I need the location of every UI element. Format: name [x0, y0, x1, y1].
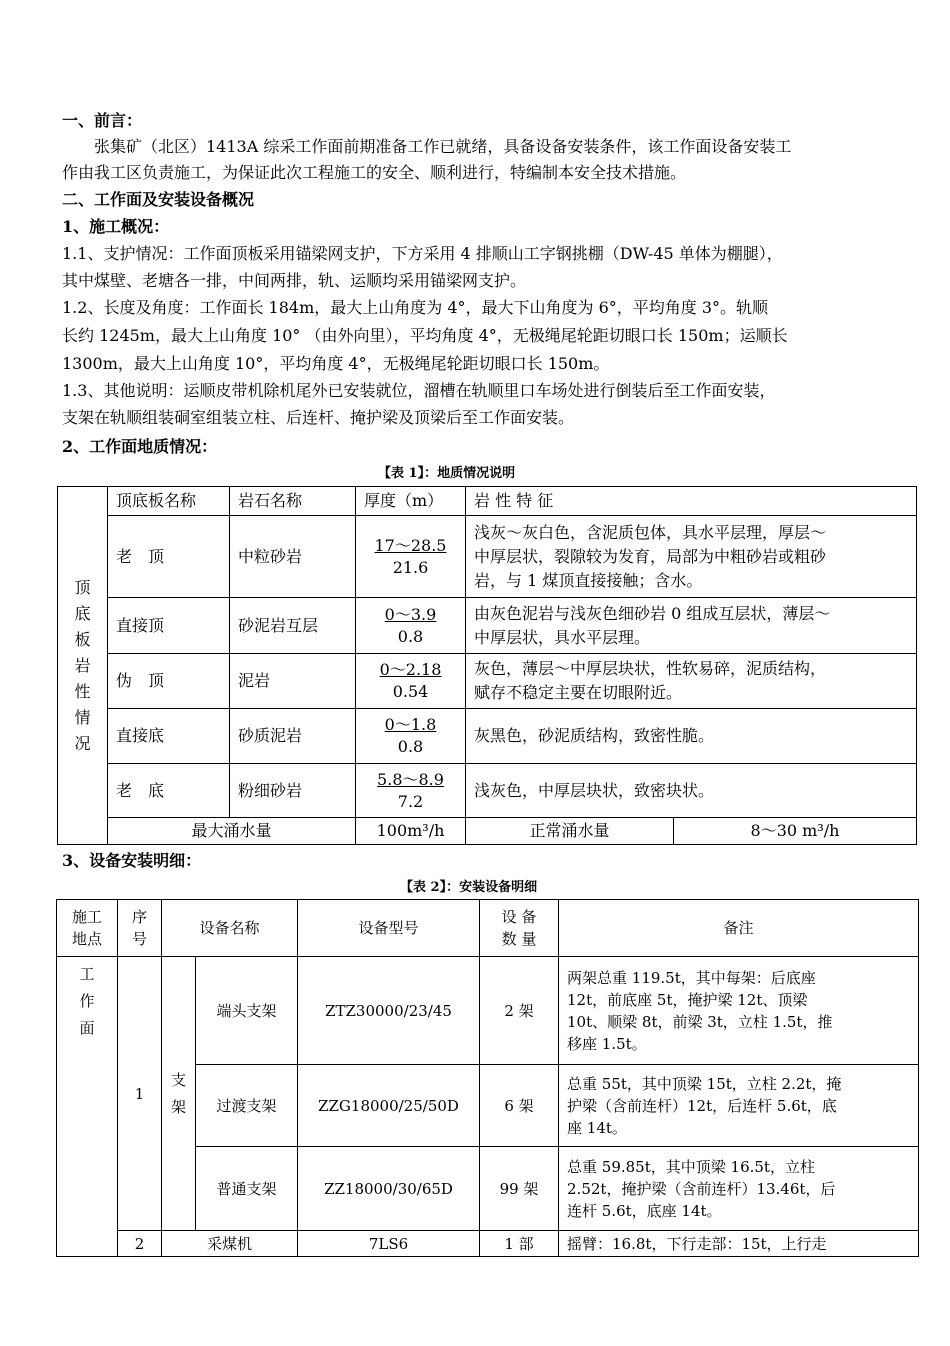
table1-side-label: 顶 底 板 岩 性 情 况 — [58, 487, 108, 845]
table-row — [58, 516, 917, 598]
thickness-range: 17～28.5 — [374, 535, 447, 555]
rock-description: 浅灰色，中厚层块状，致密块状。 — [466, 764, 917, 818]
equipment-model: ZZ18000/30/65D — [298, 1147, 480, 1231]
equipment-note: 摇臂：16.8t，下行走部：15t，上行走 — [559, 1231, 919, 1257]
section1-text-line1: 张集矿（北区）1413A 综采工作面前期准备工作已就绪，具备设备安装条件，该工作面设备安装工 — [94, 137, 792, 156]
p11-line1: 1.1、支护情况：工作面顶板采用锚梁网支护，下方采用 4 排顺山工字钢挑棚（DW-45 单体为棚腿）， — [62, 244, 783, 263]
header-rock-properties: 岩 性 特 征 — [466, 487, 917, 516]
layer-name: 老 顶 — [108, 516, 230, 598]
table1-caption: 【表 1】：地质情况说明 — [378, 466, 516, 481]
water-inflow-row — [58, 818, 917, 845]
rock-name: 泥岩 — [230, 654, 356, 709]
equipment-name: 过渡支架 — [196, 1065, 298, 1147]
equipment-name: 普通支架 — [196, 1147, 298, 1231]
thickness-cell — [356, 709, 466, 764]
table-row — [58, 598, 917, 654]
sub2-heading: 2、工作面地质情况： — [62, 437, 218, 456]
layer-name: 伪 顶 — [108, 654, 230, 709]
header-thickness: 厚度（m） — [356, 487, 466, 516]
seq-2: 2 — [118, 1231, 162, 1257]
table2-caption: 【表 2】：安装设备明细 — [400, 880, 538, 895]
equipment-model: ZZG18000/25/50D — [298, 1065, 480, 1147]
site-label: 工 作 面 — [57, 957, 118, 1257]
header-note: 备注 — [559, 900, 919, 957]
rock-description: 由灰色泥岩与浅灰色细砂岩 0 组成互层状，薄层～ 中厚层状，具水平层理。 — [466, 598, 917, 654]
section2-heading: 二、工作面及安装设备概况 — [62, 190, 255, 209]
thickness-range: 0～2.18 — [379, 660, 442, 679]
header-equipment-name: 设备名称 — [162, 900, 298, 957]
p13-line2: 支架在轨顺组装硐室组装立柱、后连杆、掩护梁及顶梁后至工作面安装。 — [62, 408, 575, 427]
table-row — [58, 654, 917, 709]
rock-name: 砂质泥岩 — [230, 709, 356, 764]
p12-line1: 1.2、长度及角度：工作面长 184m，最大上山角度为 4°，最大下山角度为 6°，平均角度 3°。轨顺 — [62, 298, 769, 317]
thickness-avg: 0.8 — [397, 626, 424, 646]
equipment-model: 7LS6 — [298, 1231, 480, 1257]
equipment-quantity: 6 架 — [480, 1065, 559, 1147]
thickness-avg: 0.8 — [397, 737, 424, 756]
thickness-avg: 21.6 — [392, 557, 429, 577]
equipment-quantity: 99 架 — [480, 1147, 559, 1231]
header-seq: 序 号 — [118, 900, 162, 957]
equipment-name: 端头支架 — [196, 957, 298, 1065]
layer-name: 直接顶 — [108, 598, 230, 654]
rock-name: 粉细砂岩 — [230, 764, 356, 818]
equipment-model: ZTZ30000/23/45 — [298, 957, 480, 1065]
equipment-note: 两架总重 119.5t，其中每架：后底座 12t，前底座 5t，掩护梁 12t、顶梁 10t、顺梁 8t，前梁 3t，立柱 1.5t，推 移座 1.5t。 — [559, 957, 919, 1065]
thickness-range: 0～3.9 — [384, 604, 437, 624]
thickness-avg: 7.2 — [397, 791, 424, 811]
equipment-note: 总重 55t，其中顶梁 15t，立柱 2.2t，掩 护梁（含前连杆）12t，后连杆 5.6t，底 座 14t。 — [559, 1065, 919, 1147]
normal-water-inflow-value: 8～30 m³/h — [674, 818, 917, 845]
equipment-quantity: 1 部 — [480, 1231, 559, 1257]
header-model: 设备型号 — [298, 900, 480, 957]
max-water-inflow-label: 最大涌水量 — [108, 818, 356, 845]
rock-name: 中粒砂岩 — [230, 516, 356, 598]
thickness-cell — [356, 764, 466, 818]
rock-name: 砂泥岩互层 — [230, 598, 356, 654]
p12-line3: 1300m，最大上山角度 10°，平均角度 4°，无极绳尾轮距切眼口长 150m。 — [62, 354, 610, 373]
table-row — [57, 957, 919, 1065]
thickness-range: 0～1.8 — [384, 715, 437, 734]
geology-table — [57, 486, 917, 845]
header-layer-name: 顶底板名称 — [108, 487, 230, 516]
equipment-quantity: 2 架 — [480, 957, 559, 1065]
support-group-label: 支 架 — [162, 957, 196, 1231]
max-water-inflow-value: 100m³/h — [356, 818, 466, 845]
p12-line2: 长约 1245m，最大上山角度 10° （由外向里），平均角度 4°，无极绳尾轮距切眼口长 150m；运顺长 — [62, 326, 788, 345]
rock-description: 灰黑色，砂泥质结构，致密性脆。 — [466, 709, 917, 764]
table-row — [58, 764, 917, 818]
layer-name: 直接底 — [108, 709, 230, 764]
normal-water-inflow-label: 正常涌水量 — [466, 818, 674, 845]
equipment-note: 总重 59.85t，其中顶梁 16.5t，立柱 2.52t，掩护梁（含前连杆）13.46t，后 连杆 5.6t，底座 14t。 — [559, 1147, 919, 1231]
table-row — [57, 1231, 919, 1257]
thickness-cell — [356, 654, 466, 709]
header-site: 施工 地点 — [57, 900, 118, 957]
thickness-cell — [356, 598, 466, 654]
header-quantity: 设 备 数 量 — [480, 900, 559, 957]
thickness-avg: 0.54 — [392, 682, 429, 701]
thickness-range: 5.8～8.9 — [377, 769, 444, 789]
p13-line1: 1.3、其他说明：运顺皮带机除机尾外已安装就位，溜槽在轨顺里口车场处进行倒装后至工作面安装， — [62, 381, 776, 400]
equipment-table — [56, 899, 919, 1257]
section1-heading: 一、前言： — [62, 111, 143, 130]
seq-1: 1 — [118, 957, 162, 1231]
sub3-heading: 3、设备安装明细： — [62, 851, 202, 870]
header-rock-name: 岩石名称 — [230, 487, 356, 516]
layer-name: 老 底 — [108, 764, 230, 818]
equipment-name: 采煤机 — [162, 1231, 298, 1257]
section1-text-line2: 作由我工区负责施工，为保证此次工程施工的安全、顺利进行，特编制本安全技术措施。 — [62, 163, 687, 182]
rock-description: 灰色，薄层～中厚层块状，性软易碎，泥质结构， 赋存不稳定主要在切眼附近。 — [466, 654, 917, 709]
table-row — [58, 709, 917, 764]
thickness-cell — [356, 516, 466, 598]
p11-line2: 其中煤壁、老塘各一排，中间两排，轨、运顺均采用锚梁网支护。 — [62, 271, 527, 290]
sub1-heading: 1、施工概况： — [62, 217, 170, 236]
rock-description: 浅灰～灰白色，含泥质包体，具水平层理，厚层～ 中厚层状，裂隙较为发育，局部为中粗砂岩或粗砂 岩，与 1 煤顶直接接触；含水。 — [466, 516, 917, 598]
